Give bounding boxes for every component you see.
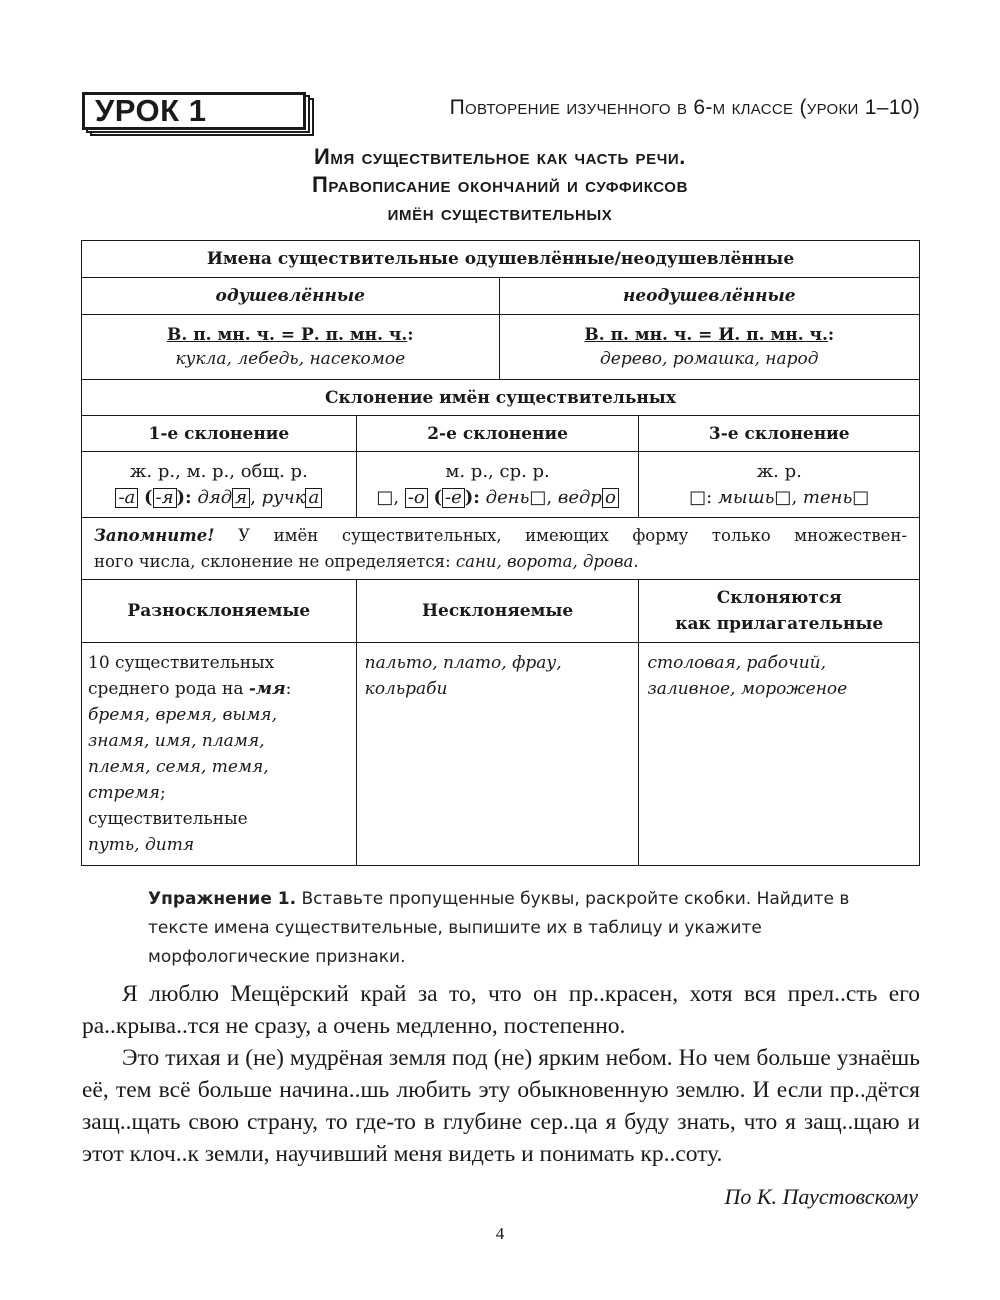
animate-rule: В. п. мн. ч. = Р. п. мн. ч. [167,325,408,345]
paren: ): [464,486,480,508]
example-word: мышь [717,486,775,508]
ending-box: -а [115,488,138,508]
animacy-header: Имена существительные одушевлённые/неодушевлённые [82,241,920,278]
list-line: стремя [88,783,160,803]
list-line: племя, семя, темя, [88,757,269,777]
list-line: заливное, мороженое [647,679,848,699]
lesson-badge [82,92,314,134]
decl1-genders: ж. р., м. р., общ. р. [129,460,308,482]
heteroclitic-cell [82,643,357,866]
example-word: день [485,486,530,508]
passage-paragraph: Я люблю Мещёрский край за то, что он пр..красен, хотя вся прел..сть его ра..крыва..тся не сразу, а очень медленно, постепенно. [82,981,920,1039]
page-title [80,143,920,227]
remember-text: У имён существительных, имеющих форму только множествен- [238,525,907,545]
example-stem: ведр [557,486,602,508]
paren: ( [433,486,443,508]
list-line: кольраби [364,679,448,699]
example-stem: дяд [197,486,233,508]
semicolon: ; [159,783,166,803]
section-title: Повторение изученного в 6-м классе (уроки 1–10) [449,96,920,119]
adjectival-cell [639,643,920,866]
ending-box: -е [442,488,465,508]
inanimate-examples: дерево, ромашка, народ [600,349,819,369]
comma: , [791,486,798,508]
comma: , [250,486,256,508]
decl2-genders: м. р., ср. р. [445,460,550,482]
decl3-label: 3-е склонение [639,416,920,452]
lesson-label: УРОК 1 [82,92,306,130]
list-line: бремя, время, вымя, [88,705,277,725]
remember-note [82,518,920,580]
title-line: имён существительных [387,200,613,225]
table-row [82,580,920,643]
remember-label: Запомните! [94,525,215,545]
table-row [82,315,920,380]
decl3-genders: ж. р. [756,460,802,482]
passage [82,978,920,1170]
declension-header: Склонение имён существительных [82,380,920,416]
table-row [82,416,920,452]
exercise-label: Упражнение 1. [148,889,297,909]
list-line: среднего рода на [88,679,244,699]
indeclinable-cell [356,643,639,866]
title-line: Правописание окончаний и суффиксов [311,172,689,197]
exercise-text: Вставьте пропущенные буквы, раскройте скобки. Найдите в тексте имена существительные, выпишите их в таблицу и укажите морфологические признаки. [148,889,850,967]
table-row [82,278,920,315]
list-line: 10 существительных [88,653,275,673]
suffix: -мя [248,679,286,699]
zero-ending-mark: □ [852,486,870,508]
paren: ( [144,486,153,508]
list-line: путь, дитя [88,835,195,855]
exercise-instructions [148,885,900,972]
remember-examples: сани, ворота, дрова. [455,551,639,571]
ending-box: я [232,488,250,508]
paren: ): [176,486,192,508]
zero-ending-mark: □ [774,486,792,508]
col-header-adjectival [639,580,920,643]
table-row [82,241,920,278]
inanimate-rule: В. п. мн. ч. = И. п. мн. ч. [584,325,828,345]
ending-box: -о [405,488,428,508]
page-number: 4 [495,1224,505,1243]
list-line: столовая, рабочий, [647,653,827,673]
col-header-heteroclitic: Разносклоняемые [82,580,357,643]
header-line: как прилагательные [675,614,884,634]
example-word: тень [802,486,853,508]
colon: : [407,325,414,345]
colon: : [285,679,292,699]
decl2-label: 2-е склонение [356,416,639,452]
list-line: существительные [88,809,248,829]
table-row [82,380,920,416]
table-row [82,518,920,580]
passage-author: По К. Паустовскому [724,1184,918,1209]
example-stem: ручк [261,486,306,508]
list-line: знамя, имя, пламя, [88,731,265,751]
inanimate-label: неодушевлённые [499,278,919,315]
title-line: Имя существительное как часть речи. [314,144,686,169]
decl3-cell [639,452,920,518]
header-line: Склоняются [716,588,842,608]
inanimate-rule-cell [499,315,919,380]
animate-rule-cell [82,315,500,380]
animate-examples: кукла, лебедь, насекомое [175,349,406,369]
decl1-label: 1-е склонение [82,416,357,452]
ending-box: о [602,488,619,508]
decl2-cell [356,452,639,518]
table-row [82,452,920,518]
ending-box: а [305,488,322,508]
list-line: пальто, плато, фрау, [364,653,562,673]
passage-paragraph: Это тихая и (не) мудрёная земля под (не) ярким небом. Но чем больше узнаёшь её, тем всё больше начина..шь любить эту обыкновенную землю. И если пр..дётся защ..щать свою страну, то где-то в глубине сер..ца я буду знать, что я защ..щаю и этот клоч..к земли, научивший меня видеть и понимать кр..соту. [82,1045,920,1167]
ending-box: -я [153,488,177,508]
animate-label: одушевлённые [82,278,500,315]
decl1-cell [82,452,357,518]
zero-ending-mark: □ [529,486,547,508]
comma: , [546,486,553,508]
col-header-indeclinable: Несклоняемые [356,580,639,643]
remember-text: ного числа, склонение не определяется: [94,551,451,571]
zero-ending-mark: □, [376,486,400,508]
colon: : [827,325,835,345]
zero-ending-mark: □: [689,486,713,508]
table-row [82,643,920,866]
grammar-table [81,240,920,866]
